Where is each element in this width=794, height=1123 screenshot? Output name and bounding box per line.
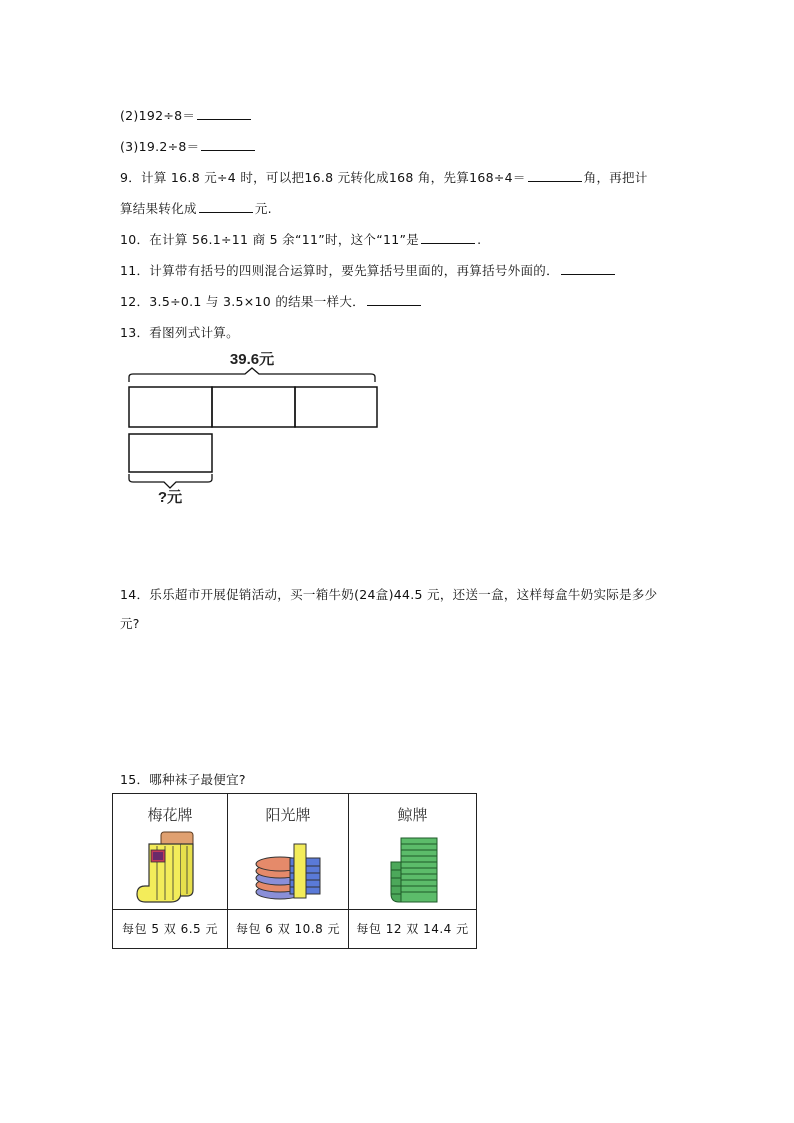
q8-sub2 — [120, 106, 253, 124]
q12-text: 12．3.5÷0.1 与 3.5×10 的结果一样大． — [120, 294, 365, 309]
bottom-brace — [129, 474, 212, 488]
green-socks-icon — [387, 832, 447, 906]
q14-text-2: 元? — [120, 616, 140, 631]
q9-text-3: 算结果转化成 — [120, 201, 197, 216]
answer-blank[interactable] — [199, 200, 253, 213]
q14-line2 — [120, 614, 140, 632]
table-row-images — [113, 794, 477, 949]
brand-cell-3 — [349, 794, 477, 949]
stacked-socks-icon — [250, 834, 326, 904]
socks-table — [112, 793, 477, 949]
answer-blank[interactable] — [421, 231, 475, 244]
brand-name: 梅花牌 — [147, 806, 193, 824]
answer-blank[interactable] — [201, 138, 255, 151]
q12-line — [120, 292, 423, 310]
answer-blank[interactable] — [367, 293, 421, 306]
q9-text-4: 元. — [254, 201, 272, 216]
q10-line — [120, 230, 481, 248]
price-text: 每包 12 双 14.4 元 — [349, 909, 476, 948]
brand-name: 阳光牌 — [265, 806, 311, 824]
q14-line1 — [120, 585, 657, 603]
brand-name: 鲸牌 — [397, 806, 428, 824]
price-text: 每包 5 双 6.5 元 — [113, 909, 227, 948]
single-box — [129, 434, 212, 472]
q9-line2 — [120, 199, 272, 217]
q14-text-1: 14．乐乐超市开展促销活动，买一箱牛奶(24盒)44.5 元，还送一盒，这样每盒牛奶实际是多少 — [120, 587, 658, 602]
answer-blank[interactable] — [528, 169, 582, 182]
price-text: 每包 6 双 10.8 元 — [228, 909, 348, 948]
brand-cell-2 — [228, 794, 349, 949]
q11-text: 11．计算带有括号的四则混合运算时，要先算括号里面的，再算括号外面的． — [120, 263, 559, 278]
q13-text: 13．看图列式计算。 — [120, 325, 239, 340]
segment-box-1 — [129, 387, 212, 427]
segment-diagram — [124, 352, 384, 508]
q13-line — [120, 323, 239, 341]
q9-line1 — [120, 168, 648, 186]
q15-text: 15．哪种袜子最便宜? — [120, 772, 246, 787]
bottom-label: ?元 — [157, 489, 183, 506]
answer-blank[interactable] — [561, 262, 615, 275]
q8-sub3-text: (3)19.2÷8＝ — [120, 139, 200, 154]
segment-box-3 — [295, 387, 377, 427]
q15-line — [120, 770, 246, 788]
q9-text-1: 9．计算 16.8 元÷4 时，可以把16.8 元转化成168 角，先算168÷4＝ — [120, 170, 526, 185]
segment-box-2 — [212, 387, 295, 427]
q8-sub3 — [120, 137, 257, 155]
q8-sub2-text: (2)192÷8＝ — [120, 108, 196, 123]
q11-line — [120, 261, 617, 279]
brand-cell-1 — [113, 794, 228, 949]
q10-text-2: . — [477, 232, 482, 247]
q10-text-1: 10．在计算 56.1÷11 商 5 余“11”时，这个“11”是 — [120, 232, 420, 247]
top-label: 39.6元 — [229, 352, 275, 368]
answer-blank[interactable] — [197, 107, 251, 120]
yellow-socks-icon — [135, 830, 205, 908]
top-brace — [129, 368, 375, 382]
q9-text-2: 角，再把计 — [583, 170, 648, 185]
